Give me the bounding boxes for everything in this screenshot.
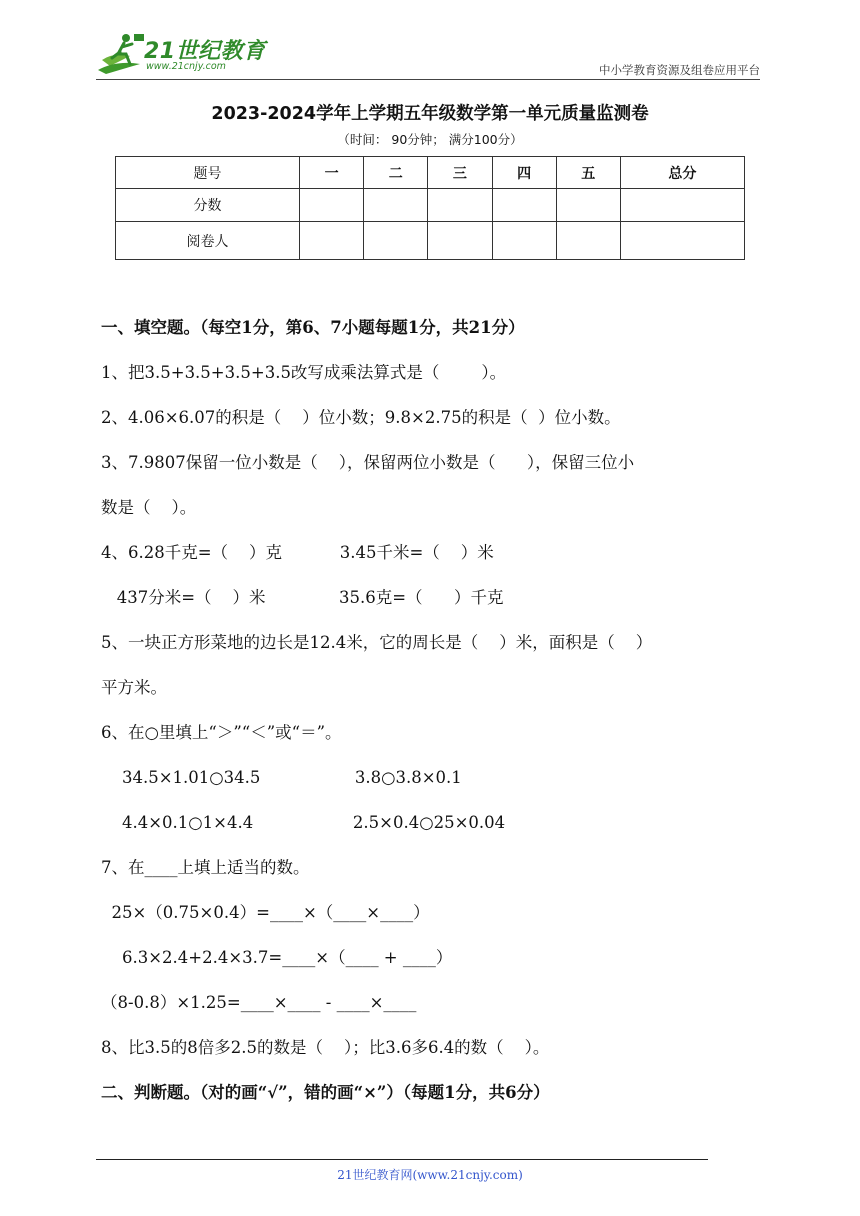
grader-cell[interactable] [620,222,744,260]
question-line: 6、在○里填上“＞”“＜”或“＝”。 [101,723,342,742]
score-table-header: 二 [364,157,428,189]
question-line: 2、4.06×6.07的积是（ ）位小数；9.8×2.75的积是（ ）位小数。 [101,408,621,427]
grader-cell[interactable] [428,222,492,260]
question-line: 4、6.28千克=（ ）克 3.45千米=（ ）米 [101,543,494,562]
score-row-label: 分数 [116,189,300,222]
platform-name: 中小学教育资源及组卷应用平台 [599,63,760,77]
grader-cell[interactable] [492,222,556,260]
question-line: 34.5×1.01○34.5 3.8○3.8×0.1 [101,768,462,787]
score-cell[interactable] [364,189,428,222]
score-cell[interactable] [620,189,744,222]
section-1-heading: 一、填空题。（每空1分，第6、7小题每题1分，共21分） [101,318,525,337]
score-cell[interactable] [428,189,492,222]
question-line: 437分米=（ ）米 35.6克=（ ）千克 [101,588,504,607]
question-line: （8-0.8）×1.25=____×____ - ____×____ [101,993,417,1012]
score-table-row-grader [116,222,745,260]
question-line: 5、一块正方形菜地的边长是12.4米，它的周长是（ ）米，面积是（ ） [101,633,653,652]
section-2-heading: 二、判断题。（对的画“√”，错的画“×”）（每题1分，共6分） [101,1083,550,1102]
question-line: 1、把3.5+3.5+3.5+3.5改写成乘法算式是（ ）。 [101,363,507,382]
score-table-header: 五 [556,157,620,189]
question-line: 6.3×2.4+2.4×3.7=____×（____ + ____） [101,948,453,967]
header-divider [96,79,760,80]
runner-logo-icon [96,30,148,76]
footer-divider [96,1159,708,1160]
question-line: 8、比3.5的8倍多2.5的数是（ ）；比3.6多6.4的数（ ）。 [101,1038,550,1057]
score-table-header: 三 [428,157,492,189]
exam-title: 2023-2024学年上学期五年级数学第一单元质量监测卷 [211,104,649,124]
question-line: 4.4×0.1○1×4.4 2.5×0.4○25×0.04 [101,813,506,832]
footer-text: 21世纪教育网(www.21cnjy.com) [337,1168,523,1182]
score-cell[interactable] [556,189,620,222]
page-header [96,30,760,80]
question-line: 平方米。 [101,678,167,697]
question-line: 25×（0.75×0.4）=____×（____×____） [101,903,430,922]
score-cell[interactable] [299,189,363,222]
score-table-header: 题号 [116,157,300,189]
score-table-header: 一 [299,157,363,189]
question-line: 3、7.9807保留一位小数是（ ），保留两位小数是（ ），保留三位小 [101,453,635,472]
grader-cell[interactable] [556,222,620,260]
logo-text: 21世纪教育 [144,39,266,64]
score-table-header-row [116,157,745,189]
logo-url: www.21cnjy.com [146,61,226,72]
score-cell[interactable] [492,189,556,222]
score-table [115,156,745,260]
grader-cell[interactable] [299,222,363,260]
logo [96,30,266,76]
grader-row-label: 阅卷人 [116,222,300,260]
score-table-header: 总分 [620,157,744,189]
exam-subtitle: （时间： 90分钟； 满分100分） [337,132,523,147]
score-table-row-score [116,189,745,222]
score-table-header: 四 [492,157,556,189]
question-line: 数是（ ）。 [101,498,197,517]
grader-cell[interactable] [364,222,428,260]
question-line: 7、在____上填上适当的数。 [101,858,310,877]
